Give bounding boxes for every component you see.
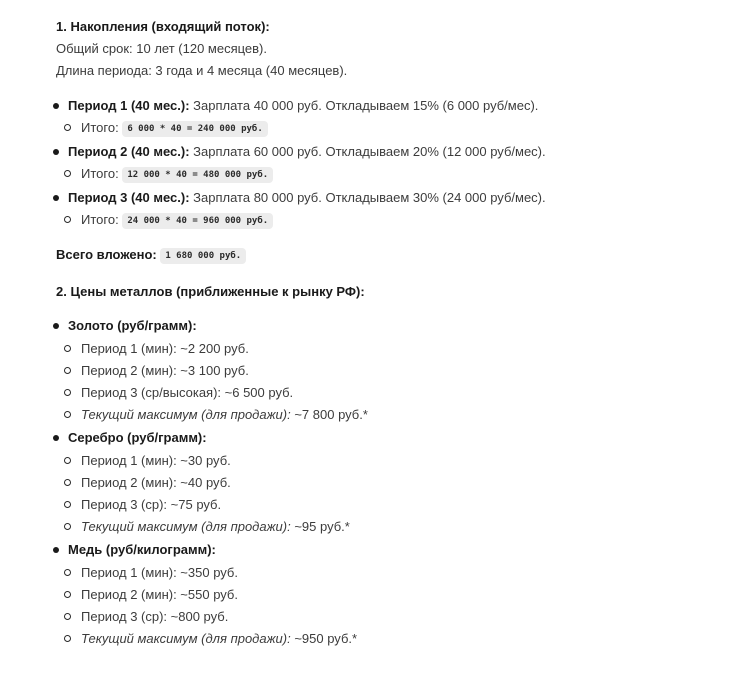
silver-period-2: Период 2 (мин): ~40 руб. (81, 475, 231, 490)
total-invested-label: Всего вложено: (56, 247, 157, 262)
gold-period-1: Период 1 (мин): ~2 200 руб. (81, 341, 249, 356)
silver-period-3: Период 3 (ср): ~75 руб. (81, 497, 222, 512)
metal-gold-name: Золото (руб/грамм): (68, 318, 197, 333)
bullet-ring (64, 523, 71, 530)
period-2-text: Зарплата 60 000 руб. Откладываем 20% (12 000 руб/мес). (189, 144, 546, 159)
bullet-ring (64, 569, 71, 576)
section2-heading: 2. Цены металлов (приближенные к рынку РФ): (56, 284, 365, 299)
bullet-ring (64, 124, 71, 131)
total-term-text: Общий срок: 10 лет (120 месяцев). (56, 41, 267, 56)
bullet-ring (64, 367, 71, 374)
max-label: Текущий максимум (для продажи): (81, 407, 291, 422)
bullet-ring (64, 613, 71, 620)
bullet-ring (64, 635, 71, 642)
max-value: ~7 800 руб.* (290, 407, 368, 422)
bullet-dot (53, 195, 59, 201)
max-label: Текущий максимум (для продажи): (81, 519, 291, 534)
bullet-dot (53, 435, 59, 441)
period-3-label: Период 3 (40 мес.): (68, 190, 190, 205)
gold-period-3: Период 3 (ср/высокая): ~6 500 руб. (81, 385, 294, 400)
bullet-ring (64, 216, 71, 223)
period-3-text: Зарплата 80 000 руб. Откладываем 30% (24 000 руб/мес). (189, 190, 546, 205)
bullet-dot (53, 547, 59, 553)
period-1-total-code: 6 000 * 40 = 240 000 руб. (122, 121, 267, 137)
max-value: ~950 руб.* (290, 631, 358, 646)
silver-max (81, 518, 350, 536)
period-1-label: Период 1 (40 мес.): (68, 98, 190, 113)
bullet-ring (64, 479, 71, 486)
bullet-ring (64, 591, 71, 598)
period-2-total-code: 12 000 * 40 = 480 000 руб. (122, 167, 273, 183)
total-invested (56, 246, 246, 265)
total-invested-code: 1 680 000 руб. (160, 248, 246, 264)
gold-period-2: Период 2 (мин): ~3 100 руб. (81, 363, 249, 378)
bullet-ring (64, 345, 71, 352)
period-length-text: Длина периода: 3 года и 4 месяца (40 месяцев). (56, 63, 348, 78)
bullet-ring (64, 389, 71, 396)
bullet-ring (64, 457, 71, 464)
period-2-item (68, 143, 546, 161)
max-label: Текущий максимум (для продажи): (81, 631, 291, 646)
bullet-dot (53, 323, 59, 329)
bullet-dot (53, 149, 59, 155)
metal-silver-name: Серебро (руб/грамм): (68, 430, 207, 445)
total-label: Итого: (81, 166, 119, 181)
total-label: Итого: (81, 120, 119, 135)
copper-period-2: Период 2 (мин): ~550 руб. (81, 587, 238, 602)
period-2-total (81, 165, 273, 184)
bullet-dot (53, 103, 59, 109)
period-1-text: Зарплата 40 000 руб. Откладываем 15% (6 000 руб/мес). (189, 98, 539, 113)
period-3-total (81, 211, 273, 230)
period-3-item (68, 189, 546, 207)
gold-max (81, 406, 368, 424)
bullet-ring (64, 411, 71, 418)
total-label: Итого: (81, 212, 119, 227)
copper-max (81, 630, 357, 648)
silver-period-1: Период 1 (мин): ~30 руб. (81, 453, 231, 468)
max-value: ~95 руб.* (290, 519, 350, 534)
section1-heading: 1. Накопления (входящий поток): (56, 19, 270, 34)
metal-copper-name: Медь (руб/килограмм): (68, 542, 216, 557)
period-1-item (68, 97, 538, 115)
period-3-total-code: 24 000 * 40 = 960 000 руб. (122, 213, 273, 229)
bullet-ring (64, 501, 71, 508)
copper-period-3: Период 3 (ср): ~800 руб. (81, 609, 229, 624)
copper-period-1: Период 1 (мин): ~350 руб. (81, 565, 238, 580)
period-1-total (81, 119, 268, 138)
period-2-label: Период 2 (40 мес.): (68, 144, 190, 159)
bullet-ring (64, 170, 71, 177)
